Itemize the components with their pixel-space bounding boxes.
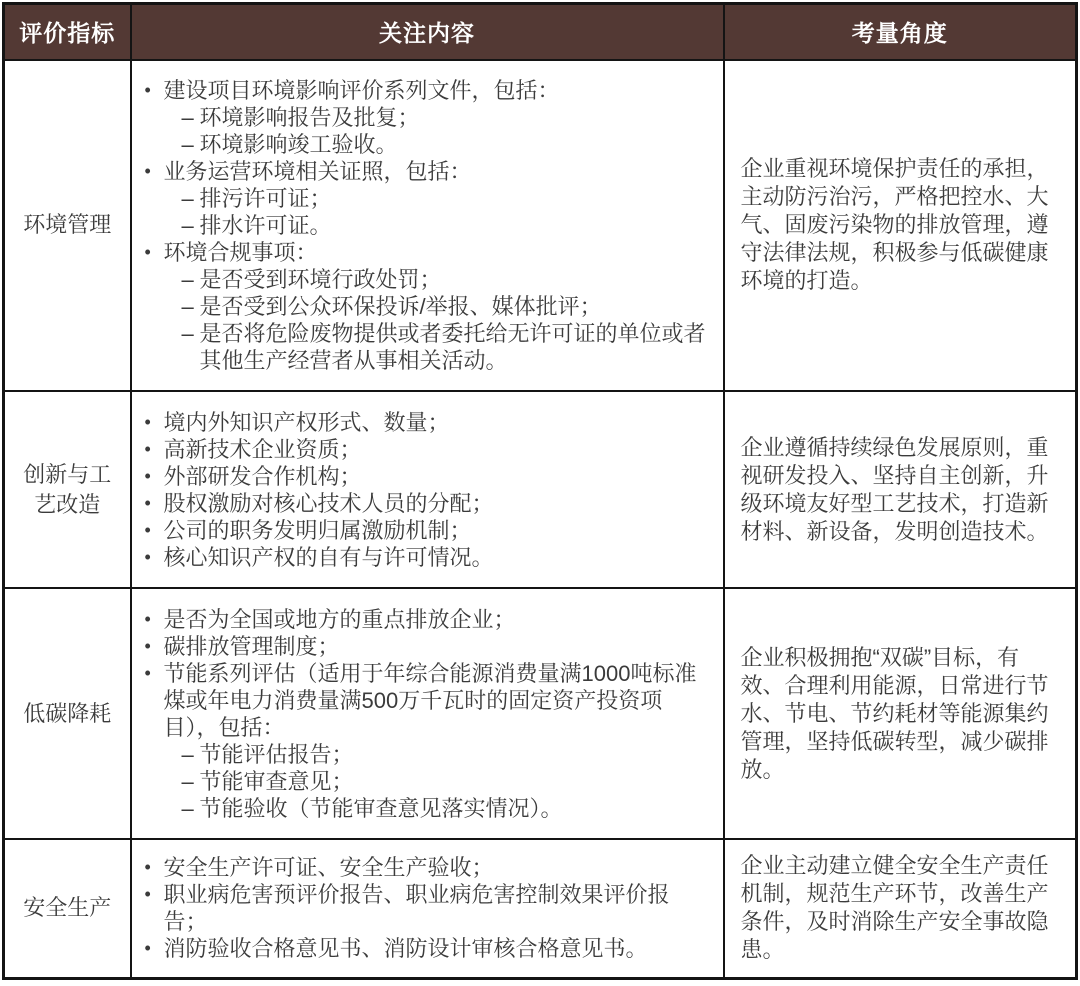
dash-marker-icon: – xyxy=(181,795,194,821)
sub-text: 是否受到环境行政处罚； xyxy=(199,266,442,292)
bullet-marker-icon: • xyxy=(144,884,151,905)
bullet-marker-icon: • xyxy=(144,492,151,513)
content-list xyxy=(145,409,713,571)
dash-marker-icon: – xyxy=(181,320,194,346)
bullet-item xyxy=(145,881,713,935)
dash-marker-icon: – xyxy=(181,293,194,319)
sub-item xyxy=(182,212,713,239)
indicator-cell: 安全生产 xyxy=(4,839,131,979)
sub-item xyxy=(182,795,713,822)
bullet-item xyxy=(145,436,713,463)
dash-marker-icon: – xyxy=(181,131,194,157)
bullet-item xyxy=(145,633,713,660)
bullet-marker-icon: • xyxy=(144,79,151,100)
dash-marker-icon: – xyxy=(181,104,194,130)
sub-text: 是否将危险废物提供或者委托给无许可证的单位或者其他生产经营者从事相关活动。 xyxy=(199,320,706,373)
bullet-marker-icon: • xyxy=(144,662,151,683)
sub-item xyxy=(182,768,713,795)
content-cell xyxy=(131,391,724,588)
bullet-item xyxy=(145,660,713,741)
table-row xyxy=(4,588,1077,838)
table-row xyxy=(4,60,1077,392)
dash-marker-icon: – xyxy=(181,212,194,238)
content-cell xyxy=(131,839,724,979)
content-list xyxy=(145,854,713,962)
sub-text: 排水许可证。 xyxy=(199,212,332,238)
angle-cell: 企业积极拥抱“双碳”目标，有效、合理利用能源，日常进行节水、节电、节约耗材等能源集约管理，坚持低碳转型，减少碳排放。 xyxy=(724,588,1077,838)
bullet-text: 职业病危害预评价报告、职业病危害控制效果评价报告； xyxy=(163,882,670,935)
bullet-marker-icon: • xyxy=(144,465,151,486)
bullet-marker-icon: • xyxy=(144,160,151,181)
bullet-text: 建设项目环境影响评价系列文件，包括： xyxy=(163,77,560,103)
dash-marker-icon: – xyxy=(181,185,194,211)
bullet-item xyxy=(145,239,713,266)
bullet-text: 境内外知识产权形式、数量； xyxy=(163,409,450,435)
bullet-item xyxy=(145,854,713,881)
sub-text: 节能审查意见； xyxy=(199,768,354,794)
sub-text: 节能评估报告； xyxy=(199,741,354,767)
bullet-item xyxy=(145,490,713,517)
header-row xyxy=(4,4,1077,60)
dash-marker-icon: – xyxy=(181,741,194,767)
bullet-text: 外部研发合作机构； xyxy=(163,463,362,489)
header-content: 关注内容 xyxy=(131,4,724,60)
sub-item xyxy=(182,320,713,374)
content-cell xyxy=(131,588,724,838)
bullet-marker-icon: • xyxy=(144,411,151,432)
bullet-marker-icon: • xyxy=(144,938,151,959)
angle-cell: 企业主动建立健全安全生产责任机制，规范生产环节，改善生产条件，及时消除生产安全事故隐患。 xyxy=(724,839,1077,979)
bullet-text: 安全生产许可证、安全生产验收； xyxy=(163,855,494,881)
sub-item xyxy=(182,104,713,131)
bullet-item xyxy=(145,606,713,633)
header-angle: 考量角度 xyxy=(724,4,1077,60)
evaluation-table xyxy=(2,2,1078,980)
bullet-item xyxy=(145,463,713,490)
content-list xyxy=(145,77,713,374)
bullet-marker-icon: • xyxy=(144,635,151,656)
sub-text: 环境影响报告及批复； xyxy=(199,104,420,130)
sub-item xyxy=(182,185,713,212)
bullet-text: 业务运营环境相关证照，包括： xyxy=(163,158,472,184)
bullet-marker-icon: • xyxy=(144,241,151,262)
content-cell xyxy=(131,60,724,392)
sub-text: 是否受到公众环保投诉/举报、媒体批评； xyxy=(199,293,602,319)
sub-item xyxy=(182,741,713,768)
bullet-marker-icon: • xyxy=(144,438,151,459)
table-body xyxy=(4,60,1077,979)
bullet-text: 是否为全国或地方的重点排放企业； xyxy=(163,606,516,632)
bullet-text: 核心知识产权的自有与许可情况。 xyxy=(163,544,494,570)
bullet-marker-icon: • xyxy=(144,546,151,567)
bullet-marker-icon: • xyxy=(144,857,151,878)
dash-marker-icon: – xyxy=(181,768,194,794)
bullet-item xyxy=(145,409,713,436)
angle-cell: 企业遵循持续绿色发展原则，重视研发投入、坚持自主创新，升级环境友好型工艺技术，打造新材料、新设备，发明创造技术。 xyxy=(724,391,1077,588)
table-row xyxy=(4,839,1077,979)
indicator-cell: 创新与工艺改造 xyxy=(4,391,131,588)
dash-marker-icon: – xyxy=(181,266,194,292)
sub-text: 排污许可证； xyxy=(199,185,332,211)
sub-item xyxy=(182,266,713,293)
bullet-text: 股权激励对核心技术人员的分配； xyxy=(163,490,494,516)
sub-text: 节能验收（节能审查意见落实情况）。 xyxy=(199,795,563,821)
sub-item xyxy=(182,131,713,158)
sub-text: 环境影响竣工验收。 xyxy=(199,131,398,157)
header-indicator: 评价指标 xyxy=(4,4,131,60)
bullet-text: 消防验收合格意见书、消防设计审核合格意见书。 xyxy=(163,936,648,962)
bullet-text: 碳排放管理制度； xyxy=(163,633,340,659)
indicator-cell: 低碳降耗 xyxy=(4,588,131,838)
table-header xyxy=(4,4,1077,60)
bullet-text: 节能系列评估（适用于年综合能源消费量满1000吨标准煤或年电力消费量满500万千瓦时的固定资产投资项目），包括： xyxy=(163,660,697,740)
bullet-marker-icon: • xyxy=(144,519,151,540)
bullet-item xyxy=(145,517,713,544)
angle-cell: 企业重视环境保护责任的承担，主动防污治污，严格把控水、大气、固废污染物的排放管理，遵守法律法规，积极参与低碳健康环境的打造。 xyxy=(724,60,1077,392)
bullet-text: 环境合规事项： xyxy=(163,239,318,265)
indicator-cell: 环境管理 xyxy=(4,60,131,392)
bullet-marker-icon: • xyxy=(144,608,151,629)
sub-item xyxy=(182,293,713,320)
bullet-item xyxy=(145,544,713,571)
table-row xyxy=(4,391,1077,588)
bullet-text: 公司的职务发明归属激励机制； xyxy=(163,517,472,543)
bullet-item xyxy=(145,158,713,185)
bullet-item xyxy=(145,77,713,104)
bullet-text: 高新技术企业资质； xyxy=(163,436,362,462)
content-list xyxy=(145,606,713,822)
bullet-item xyxy=(145,935,713,962)
